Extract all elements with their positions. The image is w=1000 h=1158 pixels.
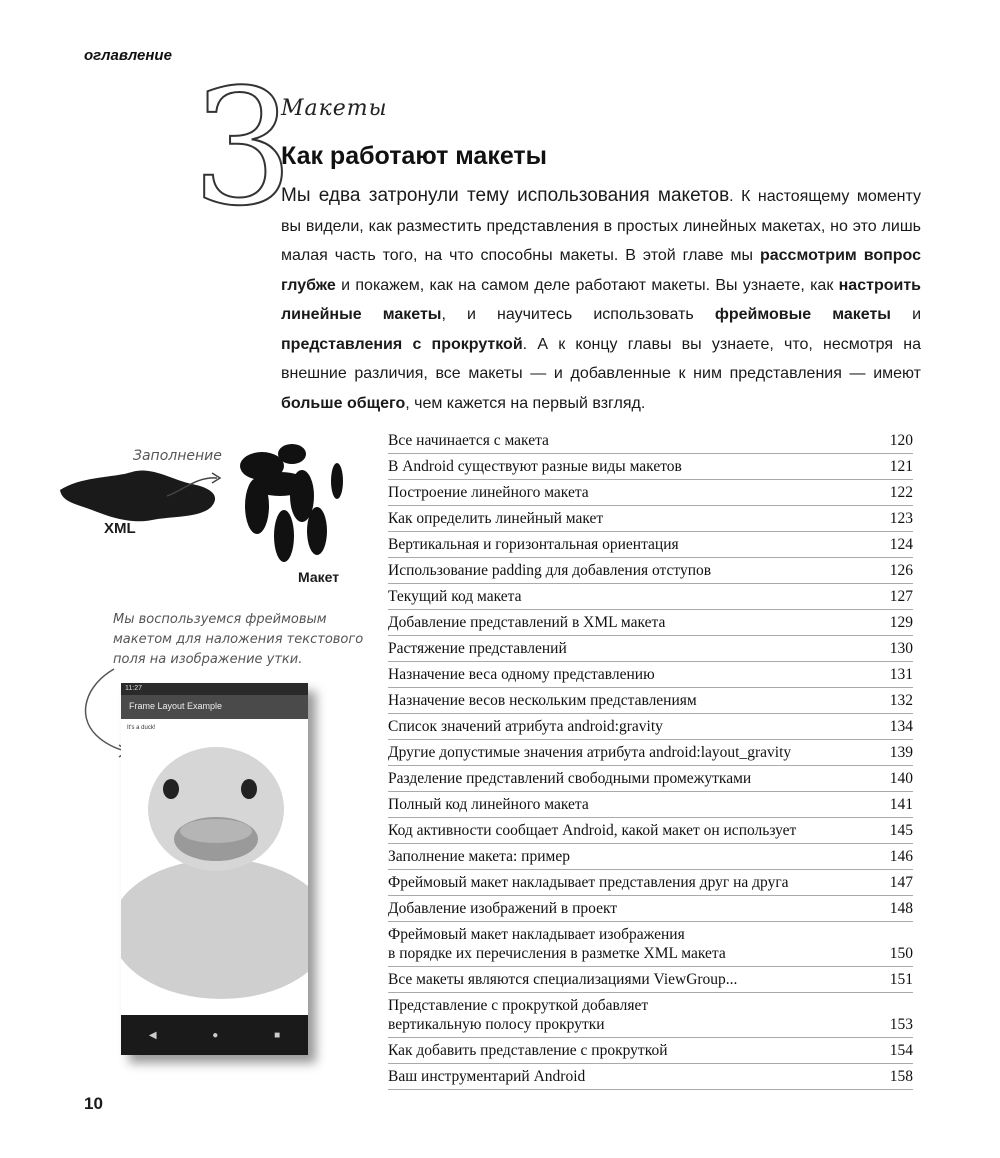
toc-entry-page: 141	[889, 796, 913, 813]
toc-entry-page: 130	[889, 640, 913, 657]
toc-entry-page: 150	[889, 945, 913, 962]
toc-entry	[388, 714, 913, 740]
toc-entry	[388, 1038, 913, 1064]
toc-entry-title: Все начинается с макета	[388, 432, 549, 449]
status-time: 11:27	[125, 685, 142, 692]
chapter-title: Макеты	[281, 96, 388, 121]
toc-entry	[388, 844, 913, 870]
intro-bold: фреймовые макеты	[714, 306, 891, 323]
toc-entry	[388, 922, 913, 967]
toc-entry-page: 122	[889, 484, 913, 501]
toc-entry-title: Использование padding для добавления отступов	[388, 562, 712, 579]
intro-bold: рассмотрим вопрос глубже	[281, 247, 921, 294]
toc-entry	[388, 636, 913, 662]
toc-entry-page: 121	[889, 458, 913, 475]
intro-bold: больше общего	[281, 394, 406, 412]
toc-entry-page: 145	[889, 822, 913, 839]
toc-entry	[388, 896, 913, 922]
toc-entry	[388, 688, 913, 714]
toc-entry	[388, 662, 913, 688]
toc-entry-title: Список значений атрибута android:gravity	[388, 718, 663, 735]
toc-entry-page: 127	[889, 588, 913, 605]
chapter-heading: Как работают макеты	[281, 142, 548, 170]
toc-entry-title: Назначение веса одному представлению	[388, 666, 655, 683]
toc-entry-title: Назначение весов нескольким представлениям	[388, 692, 697, 709]
toc-entry-page: 129	[889, 614, 913, 631]
toc-entry-title: В Android существуют разные виды макетов	[388, 458, 682, 475]
toc-entry	[388, 792, 913, 818]
toc-entry	[388, 428, 913, 454]
app-title: Frame Layout Example	[129, 701, 223, 711]
toc-entry	[388, 766, 913, 792]
toc-entry-page: 139	[889, 744, 913, 761]
toc-entry-title: Все макеты являются специализациями ViewGroup...	[388, 971, 738, 988]
toc-entry	[388, 1064, 913, 1090]
phone-screen	[121, 719, 308, 1015]
fill-label: Заполнение	[133, 448, 222, 464]
toc-entry	[388, 610, 913, 636]
toc-entry-page: 132	[889, 692, 913, 709]
intro-lead: Мы едва затронули тему использования макетов	[281, 185, 730, 206]
toc-entry-title: Фреймовый макет накладывает представления друг на друга	[388, 874, 789, 891]
toc-entry-title: Вертикальная и горизонтальная ориентация	[388, 536, 679, 553]
intro-bold: настроить линейные макеты	[281, 276, 921, 323]
toc-entry	[388, 993, 913, 1038]
page-number: 10	[84, 1094, 103, 1113]
chapter-number: 3	[192, 54, 294, 241]
toc-entry	[388, 740, 913, 766]
phone-mockup	[121, 683, 308, 1055]
duck-image	[121, 719, 308, 1015]
recents-icon: ■	[274, 1029, 281, 1041]
toc-entry-title: Построение линейного макета	[388, 484, 589, 501]
phone-app-bar	[121, 695, 308, 719]
toc-entry-title: Фреймовый макет накладывает изображения в порядке их перечисления в разметке XML макета	[388, 926, 726, 962]
toc-entry-page: 126	[889, 562, 913, 579]
toc-entry-title: Другие допустимые значения атрибута android:layout_gravity	[388, 744, 792, 761]
xml-blob-icon	[60, 471, 215, 522]
toc-entry-title: Текущий код макета	[388, 588, 522, 605]
duck-text-view: It's a duck!	[127, 725, 156, 731]
toc-entry-title: Полный код линейного макета	[388, 796, 589, 813]
toc-entry	[388, 532, 913, 558]
intro-text: , чем кажется на первый взгляд.	[405, 394, 646, 412]
layout-label: Макет	[298, 569, 340, 585]
toc-entry-page: 147	[889, 874, 913, 891]
intro-text: и покажем, как на самом деле работают макеты. Вы узнаете, как	[335, 276, 839, 294]
toc-entry-title: Как определить линейный макет	[388, 510, 604, 527]
toc-entry-title: Растяжение представлений	[388, 640, 567, 657]
toc-entry-page: 151	[889, 971, 913, 988]
toc-entry-title: Разделение представлений свободными промежутками	[388, 770, 752, 787]
toc-entry	[388, 558, 913, 584]
toc-entry-title: Добавление представлений в XML макета	[388, 614, 666, 631]
toc-entry-title: Заполнение макета: пример	[388, 848, 570, 865]
toc-entry	[388, 480, 913, 506]
back-icon: ◀	[148, 1029, 157, 1041]
phone-nav-bar	[121, 1015, 308, 1055]
frame-layout-note: Мы воспользуемся фреймовым макетом для наложения текстового поля на изображение утки.	[113, 612, 364, 667]
toc-entry	[388, 967, 913, 993]
toc-entry-page: 134	[889, 718, 913, 735]
xml-label: XML	[104, 520, 136, 537]
toc-entry-page: 120	[889, 432, 913, 449]
toc-entry	[388, 870, 913, 896]
toc-entry-title: Представление с прокруткой добавляет вертикальную полосу прокрутки	[388, 997, 649, 1033]
toc-entry-page: 146	[889, 848, 913, 865]
table-of-contents	[388, 428, 913, 1090]
intro-text: . А к концу главы вы узнаете, что, несмотря на внешние различия, все макеты — и добавленные к ним представления — имеют	[281, 335, 921, 382]
balloon-dog-icon	[240, 444, 343, 562]
toc-entry	[388, 818, 913, 844]
intro-text: и	[890, 306, 922, 323]
running-head: оглавление	[84, 47, 172, 64]
intro-text: , и научитесь использовать	[441, 306, 715, 323]
toc-entry	[388, 584, 913, 610]
toc-entry-page: 148	[889, 900, 913, 917]
toc-entry	[388, 454, 913, 480]
toc-entry-page: 158	[889, 1068, 913, 1085]
toc-entry-page: 153	[889, 1016, 913, 1033]
chapter-intro	[281, 181, 921, 418]
toc-entry-page: 154	[889, 1042, 913, 1059]
toc-entry-page: 124	[889, 536, 913, 553]
toc-entry-page: 123	[889, 510, 913, 527]
toc-entry-page: 131	[889, 666, 913, 683]
toc-entry-title: Как добавить представление с прокруткой	[388, 1042, 668, 1059]
toc-entry	[388, 506, 913, 532]
intro-text: . К настоящему моменту вы видели, как разместить представления в простых линейных макетах, но это лишь малая часть того, на что способны макеты. В этой главе мы	[281, 188, 921, 264]
home-icon: ●	[212, 1029, 219, 1041]
toc-entry-title: Код активности сообщает Android, какой макет он использует	[388, 822, 797, 839]
toc-entry-title: Ваш инструментарий Android	[388, 1068, 586, 1085]
toc-entry-title: Добавление изображений в проект	[388, 900, 618, 917]
intro-bold: представления с прокруткой	[281, 335, 523, 353]
phone-status-bar	[121, 683, 308, 695]
toc-entry-page: 140	[889, 770, 913, 787]
